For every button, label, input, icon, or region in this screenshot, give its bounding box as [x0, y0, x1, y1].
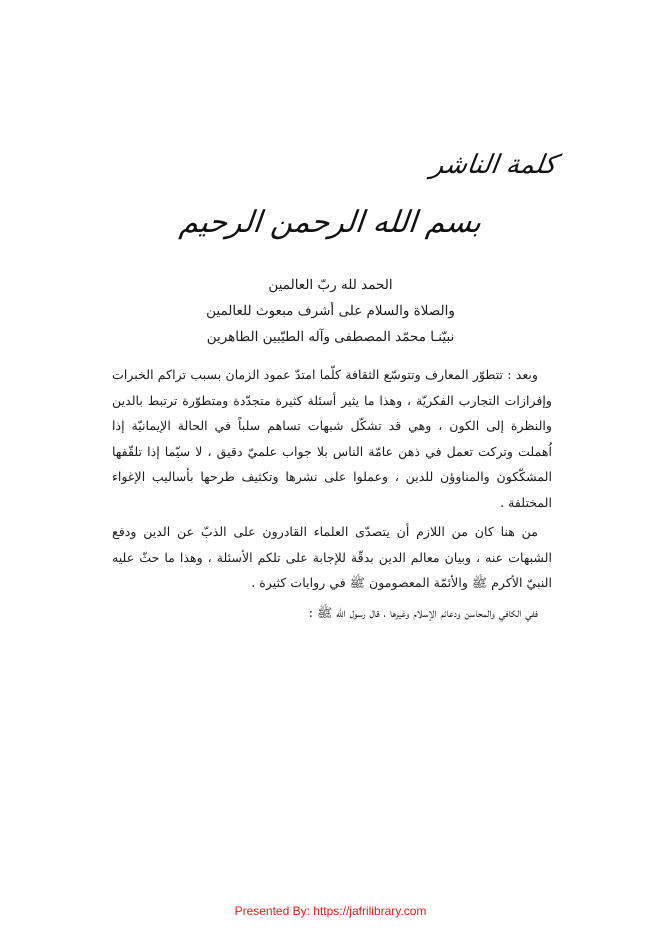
publisher-word-title: كلمة الناشر: [428, 150, 559, 180]
paragraph: ففي الكافي والمحاسن ودعائم الإسلام وغيرها ، قال رسول الله ﷺ :: [308, 604, 538, 620]
opening-line: الحمد لله ربّ العالمين: [268, 277, 393, 293]
opening-line: والصلاة والسلام على أشرف مبعوث للعالمين: [206, 303, 455, 319]
body-text: [112, 362, 552, 629]
presented-by-footer: Presented By: https://jafrilibrary.com: [234, 904, 427, 918]
paragraph: وبعد : تتطوّر المعارف وتتوسّع الثقافة كلّما امتدّ عمود الزمان بسبب تراكم الخبرات وإفرازات التجارب الفكريّة ، وهذا ما يثير أسئلة كثيرة متجدّدة ومتطوّرة ترتبط بالدين والنظرة إلى الكون ، وهي قد تشكّل شبهات تساهم سلباً في الحالة الإيمانيّة إذا اُهملت وتركت تعمل في ذهن عامّة الناس بلا جواب علميّ دقيق ، لا سيّما إذا تلقّفها المشكّكون والمناوؤن للدين ، وعملوا على نشرها وتكثيف طرحها بأساليب الإغواء المختلفة .: [112, 367, 552, 510]
opening-line: نبيّنـا محمّد المصطفى وآله الطيّبين الطاهرين: [206, 329, 455, 345]
paragraph: من هنا كان من اللازم أن يتصدّى العلماء القادرون على الذبّ عن الدين ودفع الشبهات عنه ، وبيان معالم الدين بدقّة للإجابة على تلكم الأسئلة ، وهذا ما حثّ عليه النبيّ الأكرم ﷺ والأئمّة المعصومون ﷺ في روايات كثيرة .: [112, 524, 552, 590]
opening-praise: [0, 272, 661, 350]
basmala-calligraphy: بسم الله الرحمن الرحيم: [177, 205, 484, 240]
